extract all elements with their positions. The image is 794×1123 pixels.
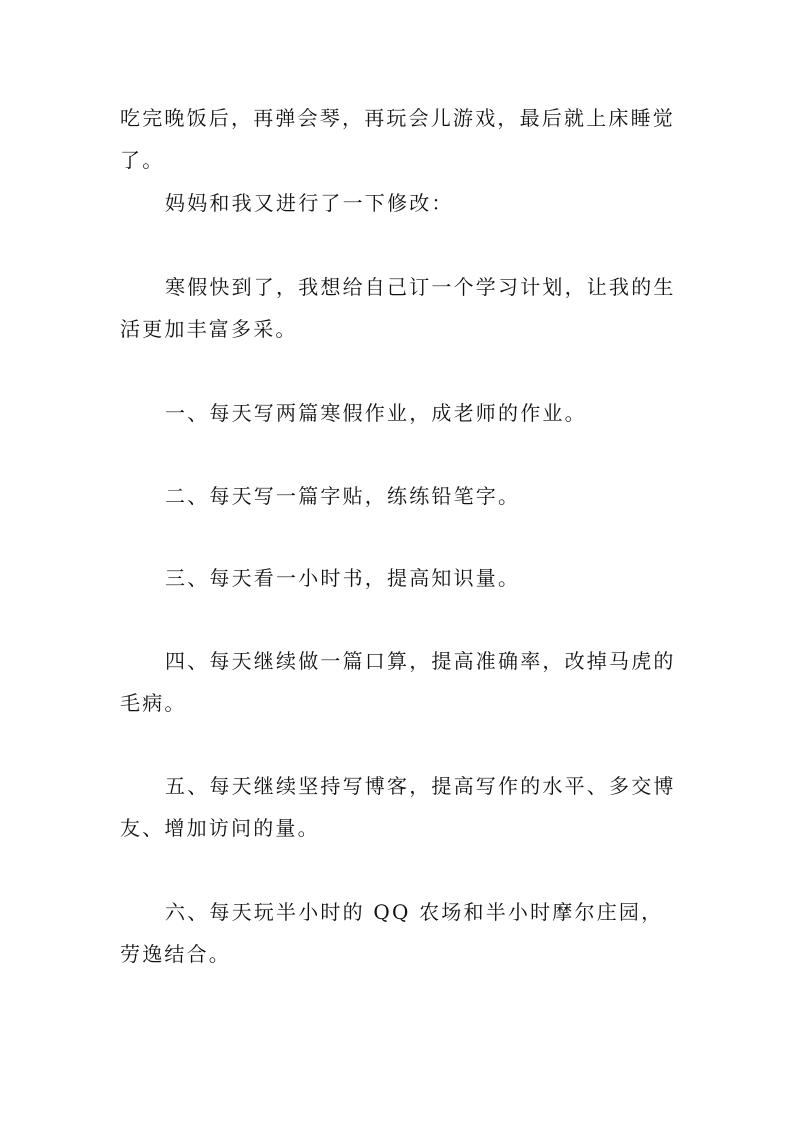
plan-item-6: 六、每天玩半小时的 QQ 农场和半小时摩尔庄园，劳逸结合。 <box>120 900 664 966</box>
paragraph-revision: 妈妈和我又进行了一下修改： <box>165 191 454 215</box>
paragraph-dinner: 吃完晚饭后，再弹会琴，再玩会儿游戏，最后就上床睡觉了。 <box>120 106 675 172</box>
paragraph-plan-intro: 寒假快到了，我想给自己订一个学习计划，让我的生活更加丰富多采。 <box>120 275 676 341</box>
plan-item-4: 四、每天继续做一篇口算，提高准确率，改掉马虎的毛病。 <box>120 649 676 715</box>
plan-item-3: 三、每天看一小时书，提高知识量。 <box>165 566 521 590</box>
plan-item-5: 五、每天继续坚持写博客，提高写作的水平、多交博友、增加访问的量。 <box>120 774 676 840</box>
plan-item-1: 一、每天写两篇寒假作业，成老师的作业。 <box>165 401 587 425</box>
plan-item-2: 二、每天写一篇字贴，练练铅笔字。 <box>165 484 521 508</box>
